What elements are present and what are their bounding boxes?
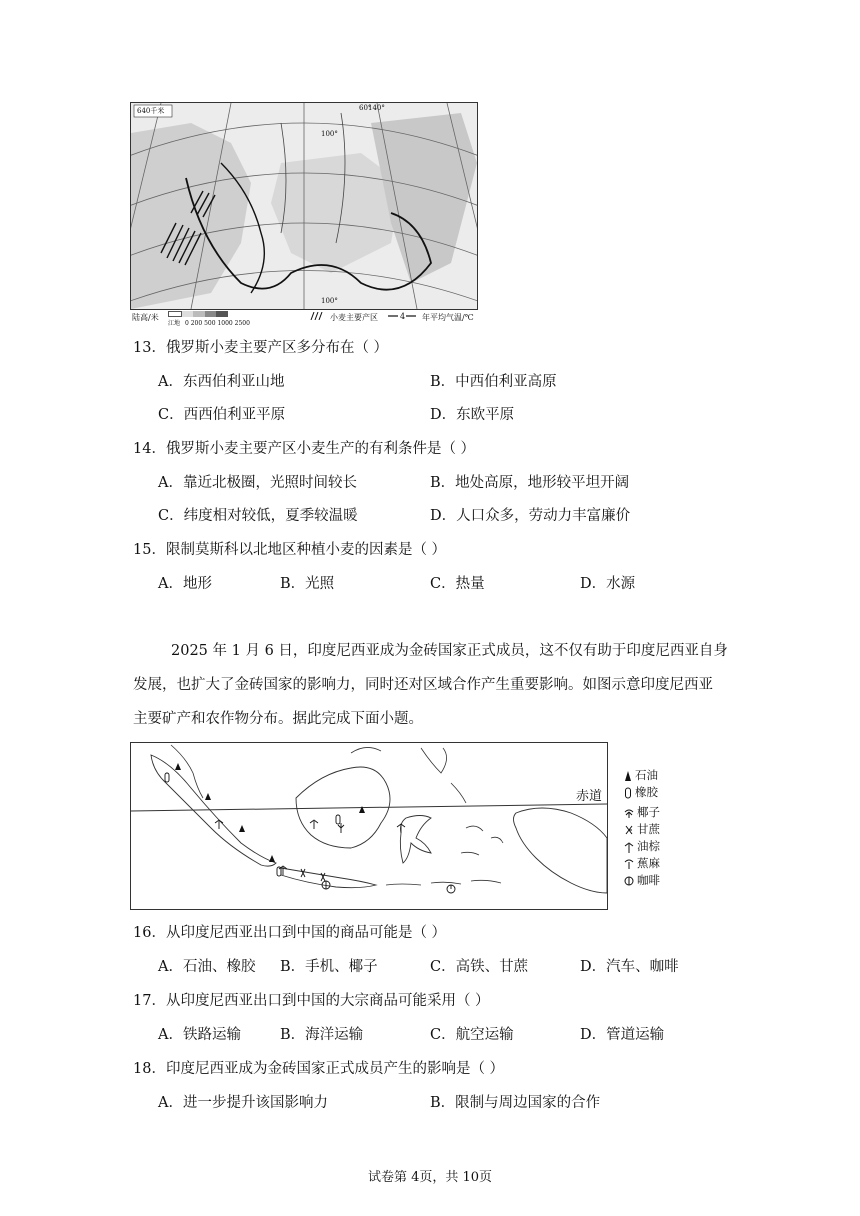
- lon-label: 60°: [359, 104, 372, 112]
- option[interactable]: C．高铁、甘蔗: [430, 959, 529, 975]
- abaca-icon: [624, 859, 634, 869]
- option[interactable]: D．管道运输: [580, 1027, 665, 1043]
- option[interactable]: A．石油、橡胶: [158, 959, 256, 975]
- lon-label: 100°: [321, 297, 338, 305]
- lon-label: 140°: [368, 104, 385, 112]
- legend-item: 油棕: [624, 839, 684, 854]
- elevation-label: 陆高/米: [132, 313, 159, 322]
- option[interactable]: A．进一步提升该国影响力: [158, 1095, 328, 1111]
- question-17-stem: 17．从印度尼西亚出口到中国的大宗商品可能采用（ ）: [133, 993, 490, 1009]
- option[interactable]: A．东西伯利亚山地: [158, 374, 285, 390]
- legend-item: 甘蔗: [624, 822, 684, 837]
- lon-label: 100°: [321, 130, 338, 138]
- legend-item: 橡胶: [624, 785, 684, 800]
- legend-item: 椰子: [624, 805, 684, 820]
- option[interactable]: C．纬度相对较低，夏季较温暖: [158, 508, 358, 524]
- question-13-stem: 13．俄罗斯小麦主要产区多分布在（ ）: [133, 340, 389, 356]
- option[interactable]: C．热量: [430, 576, 485, 592]
- option[interactable]: A．地形: [158, 576, 212, 592]
- page-footer: 试卷第 4页，共 10页: [367, 1170, 493, 1185]
- question-18-stem: 18．印度尼西亚成为金砖国家正式成员产生的影响是（ ）: [133, 1061, 505, 1077]
- elevation-ticks: 0 200 500 1000 2500: [185, 320, 250, 327]
- option[interactable]: B．手机、椰子: [280, 959, 378, 975]
- indonesia-map-legend: [624, 768, 684, 888]
- isotherm-label: 年平均气温/℃: [422, 313, 474, 322]
- passage-line: 主要矿产和农作物分布。据此完成下面小题。: [133, 711, 423, 727]
- legend-item: 咖啡: [624, 873, 684, 888]
- option[interactable]: D．水源: [580, 576, 636, 592]
- passage-line: 发展，也扩大了金砖国家的影响力，同时还对区域合作产生重要影响。如图示意印度尼西亚: [133, 677, 713, 693]
- option[interactable]: B．限制与周边国家的合作: [430, 1095, 601, 1111]
- legend-item: 石油: [624, 768, 684, 783]
- sugarcane-icon: [624, 825, 634, 835]
- option[interactable]: B．海洋运输: [280, 1027, 364, 1043]
- indonesia-map: [130, 742, 608, 910]
- russia-map-graphic: [131, 103, 477, 309]
- option[interactable]: C．西西伯利亚平原: [158, 407, 286, 423]
- question-16-stem: 16．从印度尼西亚出口到中国的商品可能是（ ）: [133, 925, 447, 941]
- option[interactable]: D．人口众多，劳动力丰富廉价: [430, 508, 631, 524]
- option[interactable]: D．东欧平原: [430, 407, 515, 423]
- coffee-icon: [624, 876, 634, 886]
- legend-item: 蕉麻: [624, 856, 684, 871]
- option[interactable]: D．汽车、咖啡: [580, 959, 679, 975]
- question-15-stem: 15．限制莫斯科以北地区种植小麦的因素是（ ）: [133, 542, 447, 558]
- option[interactable]: A．靠近北极圈，光照时间较长: [158, 475, 357, 491]
- isotherm-value: 4: [400, 312, 406, 321]
- equator-label: 赤道: [576, 789, 603, 804]
- option[interactable]: B．光照: [280, 576, 335, 592]
- option[interactable]: C．航空运输: [430, 1027, 514, 1043]
- elevation-swatches: [168, 311, 228, 317]
- option[interactable]: A．铁路运输: [158, 1027, 241, 1043]
- passage: [133, 634, 733, 736]
- wheat-label: 小麦主要产区: [330, 313, 378, 322]
- coconut-icon: [624, 808, 634, 818]
- oil-palm-icon: [624, 841, 634, 853]
- oil-icon: [624, 771, 632, 781]
- question-14-stem: 14．俄罗斯小麦主要产区小麦生产的有利条件是（ ）: [133, 441, 476, 457]
- passage-line: 2025 年 1 月 6 日，印度尼西亚成为金砖国家正式成员，这不仅有助于印度尼西亚自身: [171, 643, 728, 659]
- wheat-hatch-icon: [310, 312, 326, 320]
- russia-map: [130, 102, 478, 310]
- option[interactable]: B．中西伯利亚高原: [430, 374, 557, 390]
- russia-map-legend: [130, 310, 476, 328]
- indonesia-map-graphic: [131, 743, 607, 909]
- option[interactable]: B．地处高原，地形较平坦开阔: [430, 475, 630, 491]
- map-scale-label: 640千米: [137, 107, 165, 115]
- elevation-sub: 江地: [168, 320, 181, 327]
- rubber-icon: [624, 787, 632, 799]
